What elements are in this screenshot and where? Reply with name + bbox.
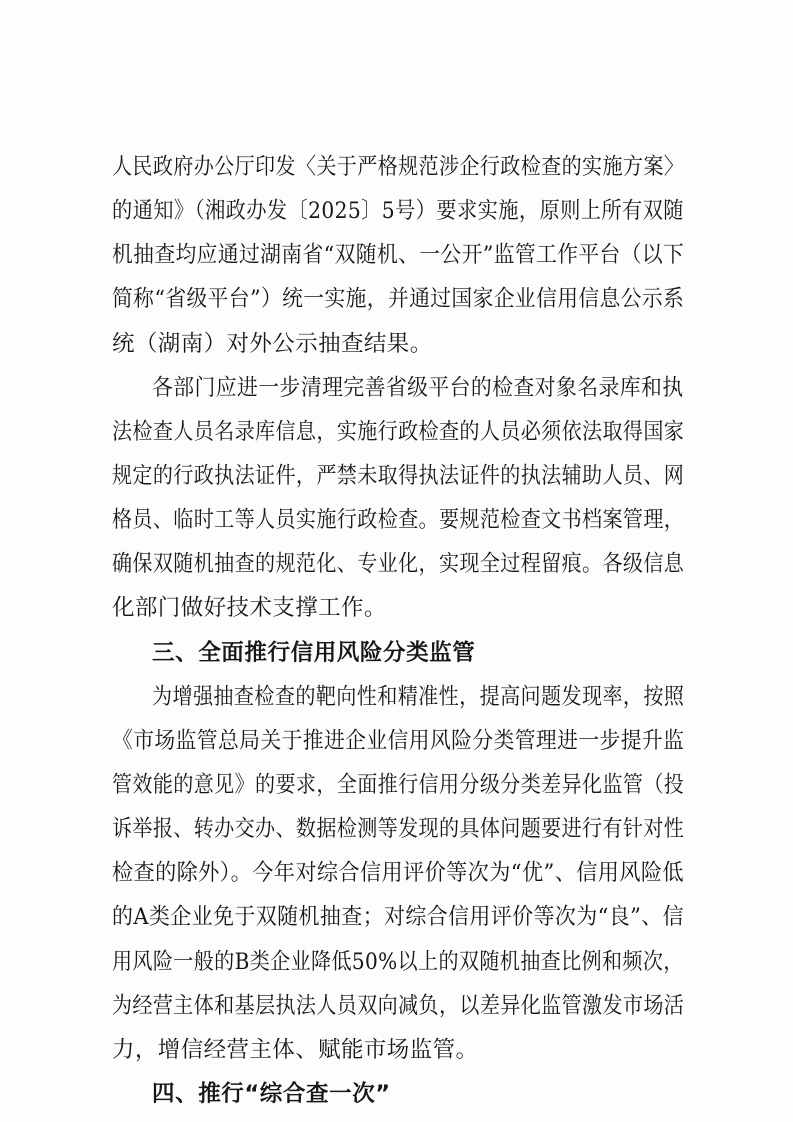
- paragraph-first-line: 各部门应进一步清理完善省级平台的检查对象名录库和执: [152, 375, 684, 401]
- body-line: 规定的行政执法证件，严禁未取得执法证件的执法辅助人员、网: [112, 463, 685, 489]
- body-line: 格员、临时工等人员实施行政检查。要规范检查文书档案管理，: [112, 507, 685, 533]
- body-line: 法检查人员名录库信息，实施行政检查的人员必须依法取得国家: [112, 419, 685, 445]
- section-heading-3: 三、全面推行信用风险分类监管: [152, 640, 476, 666]
- paragraph-first-line: 为增强抽查检查的靶向性和精准性，提高问题发现率，按照: [152, 684, 685, 710]
- body-line: 机抽查均应通过湖南省“双随机、一公开”监管工作平台（以下: [112, 242, 685, 268]
- body-line: 诉举报、转办交办、数据检测等发现的具体问题要进行有针对性: [112, 816, 685, 842]
- body-line: 用风险一般的B类企业降低50%以上的双随机抽查比例和频次，: [112, 949, 684, 975]
- body-line: 简称“省级平台”）统一实施，并通过国家企业信用信息公示系: [112, 286, 685, 312]
- body-line: 的A类企业免于双随机抽查；对综合信用评价等次为“良”、信: [112, 904, 684, 930]
- body-line: 确保双随机抽查的规范化、专业化，实现全过程留痕。各级信息: [112, 551, 685, 577]
- body-line: 力，增信经营主体、赋能市场监管。: [112, 1037, 479, 1063]
- section-heading-4: 四、推行“综合查一次”: [152, 1081, 391, 1107]
- body-line: 的通知》（湘政办发〔2025〕5号）要求实施，原则上所有双随: [112, 198, 684, 224]
- body-line: 为经营主体和基层执法人员双向减负，以差异化监管激发市场活: [112, 993, 685, 1019]
- body-line: 《市场监管总局关于推进企业信用风险分类管理进一步提升监: [112, 728, 685, 754]
- body-line: 管效能的意见》的要求，全面推行信用分级分类差异化监管（投: [112, 772, 685, 798]
- body-line: 检查的除外）。今年对综合信用评价等次为“优”、信用风险低: [112, 860, 684, 886]
- body-line: 人民政府办公厅印发〈关于严格规范涉企行政检查的实施方案〉: [112, 154, 685, 180]
- body-line: 统（湖南）对外公示抽查结果。: [112, 331, 433, 357]
- body-line: 化部门做好技术支撑工作。: [112, 595, 387, 621]
